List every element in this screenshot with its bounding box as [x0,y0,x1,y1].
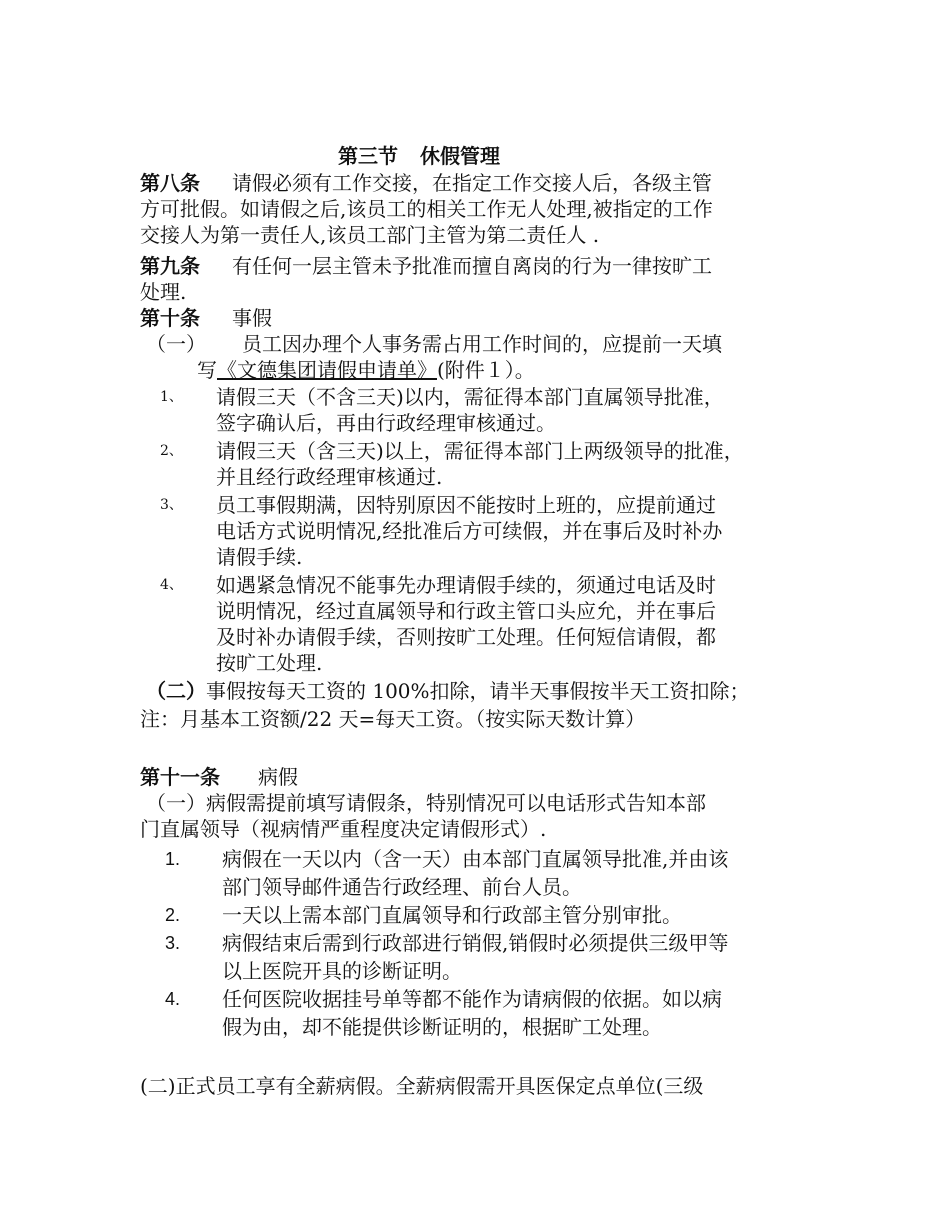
list-number: 2. [165,905,181,925]
article-10-label: 第十条 [140,306,200,330]
list-item-text: 及时补办请假手续，否则按旷工处理。任何短信请假，都 [216,625,716,649]
article-9-label: 第九条 [140,254,200,278]
list-number: 2、 [160,443,183,459]
para-marker: （二） [146,679,206,703]
list-item-text: 并且经行政经理审核通过. [216,465,443,489]
list-number: 4、 [160,577,183,593]
list-item-text: 请假三天（不含三天)以内，需征得本部门直属领导批准， [216,385,724,409]
list-item-text: 如遇紧急情况不能事先办理请假手续的，须通过电话及时 [216,573,716,597]
list-item-text: 假为由，却不能提供诊断证明的，根据旷工处理。 [222,1015,662,1039]
article-10-para-2-line-1: （二）事假按每天工资的 100%扣除，请半天事假按半天工资扣除； [146,679,750,703]
article-11-title: 病假 [258,765,298,789]
list-item-text: 请假三天（含三天)以上，需征得本部门上两级领导的批准， [216,439,744,463]
article-11-para-1-line-1: （一）病假需提前填写请假条，特别情况可以电话形式告知本部 [146,791,706,815]
list-item-text: 说明情况，经过直属领导和行政主管口头应允，并在事后 [216,599,716,623]
leave-application-form-link: 《文德集团请假申请单》 [217,358,437,382]
section-subtitle: 休假管理 [420,144,500,168]
article-8-label: 第八条 [140,171,200,195]
list-item-text: 病假在一天以内（含一天）由本部门直属领导批准,并由该 [222,847,729,871]
article-10-para-1-line-2: 写《文德集团请假申请单》(附件１）。 [197,358,535,382]
list-number: 4. [165,989,181,1009]
list-item-text: 电话方式说明情况,经批准后方可续假，并在事后及时补办 [216,519,723,543]
para-marker: （一） [146,332,206,356]
article-11-para-2-line-1: (二)正式员工享有全薪病假。全薪病假需开具医保定点单位(三级 [140,1074,704,1098]
list-number: 1. [165,849,181,869]
list-item-text: 按旷工处理. [216,651,323,675]
list-item-text: 任何医院收据挂号单等都不能作为请病假的依据。如以病 [222,987,722,1011]
article-9-line-2: 处理. [140,280,187,304]
article-10-para-2-line-2: 注：月基本工资额/22 天=每天工资。（按实际天数计算） [140,707,646,731]
list-item-text: 请假手续. [216,545,303,569]
article-11-label: 第十一条 [140,765,220,789]
list-item-text: 以上医院开具的诊断证明。 [222,959,462,983]
article-10-title: 事假 [232,306,272,330]
article-8-line-1: 第八条 请假必须有工作交接，在指定工作交接人后，各级主管 [140,171,712,195]
article-11-para-1-line-2: 门直属领导（视病情严重程度决定请假形式）. [140,817,547,841]
list-number: 1、 [160,389,183,405]
article-9-line-1: 第九条 有任何一层主管未予批准而擅自离岗的行为一律按旷工 [140,254,712,278]
section-heading [338,143,500,169]
list-item-text: 签字确认后，再由行政经理审核通过。 [216,411,556,435]
article-8-line-3: 交接人为第一责任人,该员工部门主管为第二责任人 . [140,223,600,247]
list-number: 3. [165,933,181,953]
list-item-text: 病假结束后需到行政部进行销假,销假时必须提供三级甲等 [222,931,729,955]
list-item-text: 一天以上需本部门直属领导和行政部主管分别审批。 [222,903,682,927]
list-item-text: 员工事假期满，因特别原因不能按时上班的，应提前通过 [216,493,716,517]
article-10-heading [140,305,272,331]
section-title: 第三节 [338,144,398,168]
list-item-text: 部门领导邮件通告行政经理、前台人员。 [222,875,582,899]
article-11-heading [140,764,298,790]
list-number: 3、 [160,497,183,513]
article-8-line-2: 方可批假。如请假之后,该员工的相关工作无人处理,被指定的工作 [140,197,713,221]
article-10-para-1-line-1: （一） 员工因办理个人事务需占用工作时间的，应提前一天填 [146,332,722,356]
